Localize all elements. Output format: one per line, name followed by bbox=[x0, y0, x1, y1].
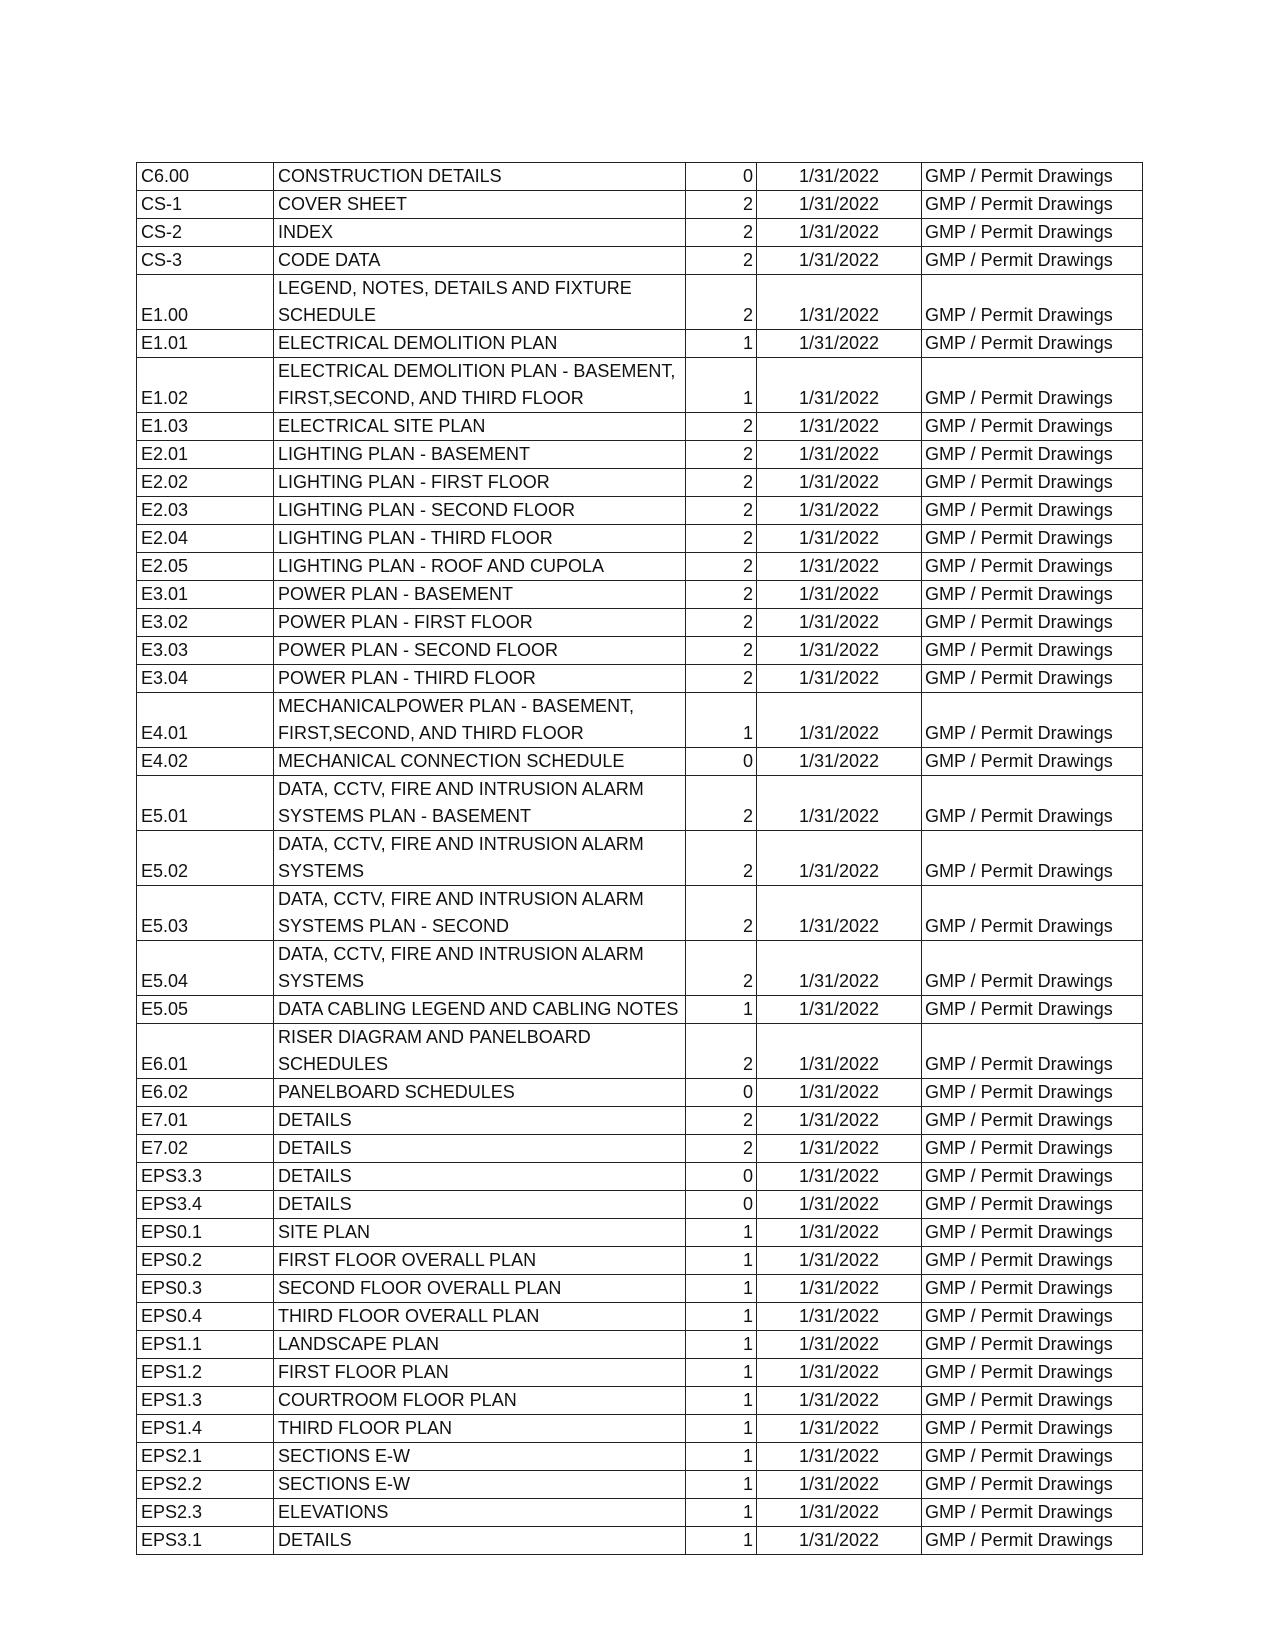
issue-status-cell: GMP / Permit Drawings bbox=[922, 1499, 1143, 1527]
sheet-title-cell: LIGHTING PLAN - ROOF AND CUPOLA bbox=[274, 553, 686, 581]
table-row bbox=[137, 525, 1143, 553]
revision-cell: 2 bbox=[686, 637, 757, 665]
revision-cell: 2 bbox=[686, 776, 757, 831]
revision-cell: 2 bbox=[686, 941, 757, 996]
issue-date-cell: 1/31/2022 bbox=[757, 1191, 922, 1219]
issue-status-cell: GMP / Permit Drawings bbox=[922, 886, 1143, 941]
issue-date-cell: 1/31/2022 bbox=[757, 1359, 922, 1387]
issue-status-cell: GMP / Permit Drawings bbox=[922, 219, 1143, 247]
sheet-number-cell: EPS0.1 bbox=[137, 1219, 274, 1247]
sheet-title-cell: SECOND FLOOR OVERALL PLAN bbox=[274, 1275, 686, 1303]
revision-cell: 2 bbox=[686, 469, 757, 497]
issue-date-cell: 1/31/2022 bbox=[757, 776, 922, 831]
sheet-title-cell: ELECTRICAL SITE PLAN bbox=[274, 413, 686, 441]
revision-cell: 1 bbox=[686, 1415, 757, 1443]
table-row bbox=[137, 1331, 1143, 1359]
sheet-number-cell: EPS2.3 bbox=[137, 1499, 274, 1527]
sheet-title-cell: DETAILS bbox=[274, 1163, 686, 1191]
sheet-title-cell: POWER PLAN - THIRD FLOOR bbox=[274, 665, 686, 693]
issue-status-cell: GMP / Permit Drawings bbox=[922, 1387, 1143, 1415]
sheet-number-cell: E2.01 bbox=[137, 441, 274, 469]
sheet-number-cell: E5.01 bbox=[137, 776, 274, 831]
sheet-number-cell: CS-1 bbox=[137, 191, 274, 219]
issue-status-cell: GMP / Permit Drawings bbox=[922, 275, 1143, 330]
revision-cell: 2 bbox=[686, 1024, 757, 1079]
sheet-number-cell: E3.02 bbox=[137, 609, 274, 637]
issue-date-cell: 1/31/2022 bbox=[757, 996, 922, 1024]
issue-date-cell: 1/31/2022 bbox=[757, 637, 922, 665]
table-row bbox=[137, 275, 1143, 330]
revision-cell: 1 bbox=[686, 1275, 757, 1303]
issue-status-cell: GMP / Permit Drawings bbox=[922, 1107, 1143, 1135]
table-row bbox=[137, 1387, 1143, 1415]
revision-cell: 1 bbox=[686, 1219, 757, 1247]
table-row bbox=[137, 1107, 1143, 1135]
table-row bbox=[137, 886, 1143, 941]
issue-date-cell: 1/31/2022 bbox=[757, 748, 922, 776]
sheet-title-cell: COVER SHEET bbox=[274, 191, 686, 219]
sheet-title-cell: THIRD FLOOR PLAN bbox=[274, 1415, 686, 1443]
revision-cell: 1 bbox=[686, 1359, 757, 1387]
issue-date-cell: 1/31/2022 bbox=[757, 247, 922, 275]
issue-status-cell: GMP / Permit Drawings bbox=[922, 1191, 1143, 1219]
revision-cell: 2 bbox=[686, 525, 757, 553]
sheet-title-cell: DETAILS bbox=[274, 1107, 686, 1135]
issue-status-cell: GMP / Permit Drawings bbox=[922, 941, 1143, 996]
issue-date-cell: 1/31/2022 bbox=[757, 1331, 922, 1359]
table-row bbox=[137, 191, 1143, 219]
issue-status-cell: GMP / Permit Drawings bbox=[922, 665, 1143, 693]
table-row bbox=[137, 1359, 1143, 1387]
sheet-title-cell: DATA, CCTV, FIRE AND INTRUSION ALARM SYSTEMS bbox=[274, 941, 686, 996]
revision-cell: 2 bbox=[686, 247, 757, 275]
sheet-number-cell: EPS2.1 bbox=[137, 1443, 274, 1471]
issue-date-cell: 1/31/2022 bbox=[757, 413, 922, 441]
sheet-number-cell: E5.05 bbox=[137, 996, 274, 1024]
issue-date-cell: 1/31/2022 bbox=[757, 581, 922, 609]
sheet-title-cell: DATA, CCTV, FIRE AND INTRUSION ALARM SYSTEMS PLAN - BASEMENT bbox=[274, 776, 686, 831]
sheet-title-cell: INDEX bbox=[274, 219, 686, 247]
revision-cell: 2 bbox=[686, 441, 757, 469]
table-row bbox=[137, 1024, 1143, 1079]
table-row bbox=[137, 219, 1143, 247]
sheet-number-cell: E6.02 bbox=[137, 1079, 274, 1107]
sheet-title-cell: DATA, CCTV, FIRE AND INTRUSION ALARM SYSTEMS bbox=[274, 831, 686, 886]
table-row bbox=[137, 1079, 1143, 1107]
sheet-number-cell: EPS1.1 bbox=[137, 1331, 274, 1359]
issue-status-cell: GMP / Permit Drawings bbox=[922, 831, 1143, 886]
issue-date-cell: 1/31/2022 bbox=[757, 1219, 922, 1247]
sheet-number-cell: EPS1.3 bbox=[137, 1387, 274, 1415]
issue-status-cell: GMP / Permit Drawings bbox=[922, 525, 1143, 553]
issue-status-cell: GMP / Permit Drawings bbox=[922, 1079, 1143, 1107]
table-row bbox=[137, 1219, 1143, 1247]
revision-cell: 2 bbox=[686, 497, 757, 525]
table-row bbox=[137, 1247, 1143, 1275]
issue-date-cell: 1/31/2022 bbox=[757, 941, 922, 996]
issue-date-cell: 1/31/2022 bbox=[757, 330, 922, 358]
issue-status-cell: GMP / Permit Drawings bbox=[922, 996, 1143, 1024]
table-row bbox=[137, 1191, 1143, 1219]
issue-date-cell: 1/31/2022 bbox=[757, 1303, 922, 1331]
sheet-number-cell: E4.02 bbox=[137, 748, 274, 776]
issue-status-cell: GMP / Permit Drawings bbox=[922, 1135, 1143, 1163]
issue-date-cell: 1/31/2022 bbox=[757, 163, 922, 191]
table-row bbox=[137, 637, 1143, 665]
sheet-title-cell: CODE DATA bbox=[274, 247, 686, 275]
sheet-title-cell: DATA CABLING LEGEND AND CABLING NOTES bbox=[274, 996, 686, 1024]
sheet-title-cell: THIRD FLOOR OVERALL PLAN bbox=[274, 1303, 686, 1331]
sheet-number-cell: EPS1.2 bbox=[137, 1359, 274, 1387]
revision-cell: 2 bbox=[686, 275, 757, 330]
sheet-number-cell: EPS0.2 bbox=[137, 1247, 274, 1275]
revision-cell: 2 bbox=[686, 831, 757, 886]
issue-date-cell: 1/31/2022 bbox=[757, 553, 922, 581]
revision-cell: 2 bbox=[686, 609, 757, 637]
table-row bbox=[137, 247, 1143, 275]
table-row bbox=[137, 665, 1143, 693]
sheet-title-cell: SECTIONS E-W bbox=[274, 1471, 686, 1499]
issue-date-cell: 1/31/2022 bbox=[757, 1415, 922, 1443]
table-row bbox=[137, 330, 1143, 358]
revision-cell: 1 bbox=[686, 1303, 757, 1331]
table-row bbox=[137, 441, 1143, 469]
table-row bbox=[137, 358, 1143, 413]
table-row bbox=[137, 748, 1143, 776]
sheet-number-cell: E2.05 bbox=[137, 553, 274, 581]
sheet-title-cell: DETAILS bbox=[274, 1191, 686, 1219]
sheet-title-cell: ELEVATIONS bbox=[274, 1499, 686, 1527]
revision-cell: 0 bbox=[686, 163, 757, 191]
revision-cell: 1 bbox=[686, 358, 757, 413]
issue-status-cell: GMP / Permit Drawings bbox=[922, 609, 1143, 637]
issue-status-cell: GMP / Permit Drawings bbox=[922, 163, 1143, 191]
revision-cell: 2 bbox=[686, 886, 757, 941]
revision-cell: 2 bbox=[686, 553, 757, 581]
sheet-number-cell: E1.03 bbox=[137, 413, 274, 441]
issue-date-cell: 1/31/2022 bbox=[757, 1387, 922, 1415]
revision-cell: 0 bbox=[686, 1163, 757, 1191]
revision-cell: 0 bbox=[686, 1191, 757, 1219]
revision-cell: 1 bbox=[686, 996, 757, 1024]
sheet-title-cell: COURTROOM FLOOR PLAN bbox=[274, 1387, 686, 1415]
sheet-title-cell: LIGHTING PLAN - THIRD FLOOR bbox=[274, 525, 686, 553]
table-row bbox=[137, 1163, 1143, 1191]
sheet-title-cell: SECTIONS E-W bbox=[274, 1443, 686, 1471]
sheet-title-cell: RISER DIAGRAM AND PANELBOARD SCHEDULES bbox=[274, 1024, 686, 1079]
sheet-title-cell: SITE PLAN bbox=[274, 1219, 686, 1247]
issue-status-cell: GMP / Permit Drawings bbox=[922, 413, 1143, 441]
revision-cell: 2 bbox=[686, 219, 757, 247]
issue-date-cell: 1/31/2022 bbox=[757, 1471, 922, 1499]
sheet-number-cell: E1.01 bbox=[137, 330, 274, 358]
sheet-number-cell: E7.01 bbox=[137, 1107, 274, 1135]
table-row bbox=[137, 831, 1143, 886]
issue-date-cell: 1/31/2022 bbox=[757, 1163, 922, 1191]
sheet-title-cell: DETAILS bbox=[274, 1135, 686, 1163]
issue-status-cell: GMP / Permit Drawings bbox=[922, 330, 1143, 358]
sheet-title-cell: MECHANICAL CONNECTION SCHEDULE bbox=[274, 748, 686, 776]
sheet-number-cell: E7.02 bbox=[137, 1135, 274, 1163]
drawing-index-table bbox=[136, 162, 1143, 1555]
table-row bbox=[137, 941, 1143, 996]
issue-status-cell: GMP / Permit Drawings bbox=[922, 553, 1143, 581]
sheet-number-cell: E1.00 bbox=[137, 275, 274, 330]
issue-date-cell: 1/31/2022 bbox=[757, 693, 922, 748]
issue-status-cell: GMP / Permit Drawings bbox=[922, 776, 1143, 831]
issue-status-cell: GMP / Permit Drawings bbox=[922, 637, 1143, 665]
issue-status-cell: GMP / Permit Drawings bbox=[922, 358, 1143, 413]
issue-status-cell: GMP / Permit Drawings bbox=[922, 693, 1143, 748]
revision-cell: 1 bbox=[686, 1527, 757, 1555]
revision-cell: 2 bbox=[686, 581, 757, 609]
table-row bbox=[137, 163, 1143, 191]
issue-status-cell: GMP / Permit Drawings bbox=[922, 497, 1143, 525]
sheet-title-cell: FIRST FLOOR PLAN bbox=[274, 1359, 686, 1387]
sheet-number-cell: EPS3.3 bbox=[137, 1163, 274, 1191]
sheet-title-cell: PANELBOARD SCHEDULES bbox=[274, 1079, 686, 1107]
issue-status-cell: GMP / Permit Drawings bbox=[922, 247, 1143, 275]
issue-status-cell: GMP / Permit Drawings bbox=[922, 1247, 1143, 1275]
table-row bbox=[137, 581, 1143, 609]
table-row bbox=[137, 1303, 1143, 1331]
issue-status-cell: GMP / Permit Drawings bbox=[922, 1163, 1143, 1191]
table-row bbox=[137, 1415, 1143, 1443]
issue-status-cell: GMP / Permit Drawings bbox=[922, 1275, 1143, 1303]
issue-date-cell: 1/31/2022 bbox=[757, 219, 922, 247]
sheet-number-cell: EPS2.2 bbox=[137, 1471, 274, 1499]
issue-date-cell: 1/31/2022 bbox=[757, 1275, 922, 1303]
issue-status-cell: GMP / Permit Drawings bbox=[922, 1359, 1143, 1387]
revision-cell: 1 bbox=[686, 1247, 757, 1275]
issue-status-cell: GMP / Permit Drawings bbox=[922, 1303, 1143, 1331]
sheet-title-cell: LIGHTING PLAN - SECOND FLOOR bbox=[274, 497, 686, 525]
issue-date-cell: 1/31/2022 bbox=[757, 665, 922, 693]
issue-status-cell: GMP / Permit Drawings bbox=[922, 1331, 1143, 1359]
issue-date-cell: 1/31/2022 bbox=[757, 275, 922, 330]
revision-cell: 2 bbox=[686, 1107, 757, 1135]
issue-date-cell: 1/31/2022 bbox=[757, 191, 922, 219]
issue-date-cell: 1/31/2022 bbox=[757, 1247, 922, 1275]
issue-date-cell: 1/31/2022 bbox=[757, 1079, 922, 1107]
table-row bbox=[137, 1499, 1143, 1527]
issue-status-cell: GMP / Permit Drawings bbox=[922, 1527, 1143, 1555]
sheet-number-cell: EPS3.1 bbox=[137, 1527, 274, 1555]
issue-date-cell: 1/31/2022 bbox=[757, 1499, 922, 1527]
sheet-title-cell: DATA, CCTV, FIRE AND INTRUSION ALARM SYSTEMS PLAN - SECOND bbox=[274, 886, 686, 941]
sheet-number-cell: E2.02 bbox=[137, 469, 274, 497]
sheet-number-cell: EPS3.4 bbox=[137, 1191, 274, 1219]
issue-status-cell: GMP / Permit Drawings bbox=[922, 469, 1143, 497]
revision-cell: 1 bbox=[686, 1471, 757, 1499]
issue-status-cell: GMP / Permit Drawings bbox=[922, 748, 1143, 776]
issue-date-cell: 1/31/2022 bbox=[757, 1443, 922, 1471]
sheet-number-cell: E4.01 bbox=[137, 693, 274, 748]
revision-cell: 1 bbox=[686, 693, 757, 748]
sheet-number-cell: CS-2 bbox=[137, 219, 274, 247]
issue-date-cell: 1/31/2022 bbox=[757, 441, 922, 469]
table-row bbox=[137, 1443, 1143, 1471]
sheet-number-cell: EPS0.4 bbox=[137, 1303, 274, 1331]
sheet-title-cell: MECHANICALPOWER PLAN - BASEMENT, FIRST,SECOND, AND THIRD FLOOR bbox=[274, 693, 686, 748]
table-row bbox=[137, 553, 1143, 581]
sheet-number-cell: EPS0.3 bbox=[137, 1275, 274, 1303]
issue-date-cell: 1/31/2022 bbox=[757, 831, 922, 886]
sheet-title-cell: FIRST FLOOR OVERALL PLAN bbox=[274, 1247, 686, 1275]
issue-status-cell: GMP / Permit Drawings bbox=[922, 1443, 1143, 1471]
sheet-title-cell: POWER PLAN - SECOND FLOOR bbox=[274, 637, 686, 665]
sheet-title-cell: ELECTRICAL DEMOLITION PLAN - BASEMENT, FIRST,SECOND, AND THIRD FLOOR bbox=[274, 358, 686, 413]
table-row bbox=[137, 1275, 1143, 1303]
table-row bbox=[137, 996, 1143, 1024]
issue-status-cell: GMP / Permit Drawings bbox=[922, 1024, 1143, 1079]
issue-date-cell: 1/31/2022 bbox=[757, 497, 922, 525]
revision-cell: 2 bbox=[686, 413, 757, 441]
sheet-title-cell: LIGHTING PLAN - FIRST FLOOR bbox=[274, 469, 686, 497]
table-row bbox=[137, 609, 1143, 637]
issue-date-cell: 1/31/2022 bbox=[757, 1135, 922, 1163]
sheet-number-cell: E3.03 bbox=[137, 637, 274, 665]
revision-cell: 2 bbox=[686, 1135, 757, 1163]
sheet-title-cell: CONSTRUCTION DETAILS bbox=[274, 163, 686, 191]
sheet-title-cell: POWER PLAN - FIRST FLOOR bbox=[274, 609, 686, 637]
issue-date-cell: 1/31/2022 bbox=[757, 1527, 922, 1555]
sheet-title-cell: LIGHTING PLAN - BASEMENT bbox=[274, 441, 686, 469]
issue-status-cell: GMP / Permit Drawings bbox=[922, 191, 1143, 219]
table-row bbox=[137, 776, 1143, 831]
revision-cell: 1 bbox=[686, 330, 757, 358]
sheet-number-cell: E6.01 bbox=[137, 1024, 274, 1079]
table-row bbox=[137, 469, 1143, 497]
sheet-number-cell: E5.02 bbox=[137, 831, 274, 886]
revision-cell: 1 bbox=[686, 1387, 757, 1415]
revision-cell: 1 bbox=[686, 1443, 757, 1471]
sheet-number-cell: E3.01 bbox=[137, 581, 274, 609]
sheet-title-cell: LANDSCAPE PLAN bbox=[274, 1331, 686, 1359]
sheet-title-cell: ELECTRICAL DEMOLITION PLAN bbox=[274, 330, 686, 358]
sheet-number-cell: E3.04 bbox=[137, 665, 274, 693]
sheet-number-cell: E2.03 bbox=[137, 497, 274, 525]
issue-status-cell: GMP / Permit Drawings bbox=[922, 1471, 1143, 1499]
table-row bbox=[137, 693, 1143, 748]
issue-date-cell: 1/31/2022 bbox=[757, 358, 922, 413]
sheet-number-cell: E5.03 bbox=[137, 886, 274, 941]
revision-cell: 0 bbox=[686, 748, 757, 776]
sheet-title-cell: DETAILS bbox=[274, 1527, 686, 1555]
table-row bbox=[137, 1471, 1143, 1499]
issue-date-cell: 1/31/2022 bbox=[757, 469, 922, 497]
table-row bbox=[137, 497, 1143, 525]
sheet-title-cell: POWER PLAN - BASEMENT bbox=[274, 581, 686, 609]
issue-status-cell: GMP / Permit Drawings bbox=[922, 1415, 1143, 1443]
revision-cell: 2 bbox=[686, 665, 757, 693]
issue-status-cell: GMP / Permit Drawings bbox=[922, 441, 1143, 469]
sheet-number-cell: C6.00 bbox=[137, 163, 274, 191]
issue-status-cell: GMP / Permit Drawings bbox=[922, 1219, 1143, 1247]
table-row bbox=[137, 1135, 1143, 1163]
sheet-number-cell: E2.04 bbox=[137, 525, 274, 553]
revision-cell: 1 bbox=[686, 1331, 757, 1359]
sheet-title-cell: LEGEND, NOTES, DETAILS AND FIXTURE SCHEDULE bbox=[274, 275, 686, 330]
revision-cell: 2 bbox=[686, 191, 757, 219]
sheet-number-cell: EPS1.4 bbox=[137, 1415, 274, 1443]
issue-date-cell: 1/31/2022 bbox=[757, 1024, 922, 1079]
revision-cell: 0 bbox=[686, 1079, 757, 1107]
revision-cell: 1 bbox=[686, 1499, 757, 1527]
issue-date-cell: 1/31/2022 bbox=[757, 609, 922, 637]
sheet-number-cell: E1.02 bbox=[137, 358, 274, 413]
drawing-index-body bbox=[137, 163, 1143, 1555]
table-row bbox=[137, 413, 1143, 441]
issue-date-cell: 1/31/2022 bbox=[757, 1107, 922, 1135]
sheet-number-cell: CS-3 bbox=[137, 247, 274, 275]
issue-date-cell: 1/31/2022 bbox=[757, 886, 922, 941]
sheet-number-cell: E5.04 bbox=[137, 941, 274, 996]
table-row bbox=[137, 1527, 1143, 1555]
issue-status-cell: GMP / Permit Drawings bbox=[922, 581, 1143, 609]
issue-date-cell: 1/31/2022 bbox=[757, 525, 922, 553]
